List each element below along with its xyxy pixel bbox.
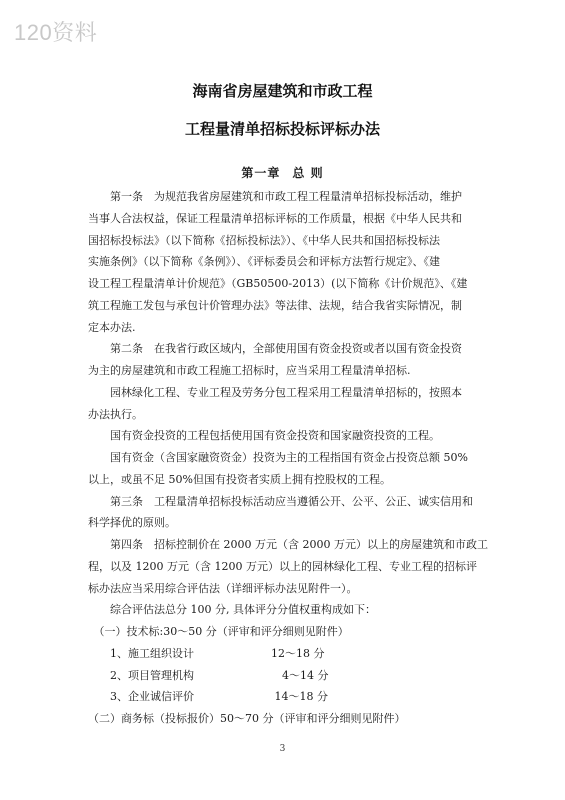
body-line: 综合评估法总分 100 分, 具体评分分值权重构成如下：	[88, 603, 376, 617]
document-title-line1: 海南省房屋建筑和市政工程	[192, 82, 373, 100]
body-line: 办法执行。	[88, 407, 143, 421]
body-line: 园林绿化工程、专业工程及劳务分包工程采用工程量清单招标的，按照本	[88, 385, 462, 399]
body-line: 筑工程施工发包与承包计价管理办法》等法律、法规，结合我省实际情况，制	[88, 298, 462, 312]
chapter-number: 第一章	[241, 166, 281, 180]
body-line: 以上，或虽不足 50%但国有投资者实质上拥有控股权的工程。	[88, 472, 391, 486]
body-line: 实施条例》（以下简称《条例》）、《评标委员会和评标方法暂行规定》、《建	[88, 255, 440, 269]
body-line: 第四条 招标控制价在 2000 万元（含 2000 万元）以上的房屋建筑和市政工	[88, 538, 488, 551]
body-line: 2、项目管理机构 4～14 分	[88, 668, 329, 682]
body-line: 第一条 为规范我省房屋建筑和市政工程工程量清单招标投标活动，维护	[88, 190, 462, 203]
body-line: 科学择优的原则。	[88, 516, 176, 530]
body-line: （一）技术标:30～50 分（评审和评分细则见附件）	[88, 625, 349, 638]
body-line: 国招标投标法》（以下简称《招标投标法》）、《中华人民共和国招标投标法	[88, 233, 440, 247]
document-title-line2: 工程量清单招标投标评标办法	[184, 120, 380, 138]
body-line: 标办法应当采用综合评估法（详细评标办法见附件一）。	[88, 581, 358, 595]
body-line: （二）商务标（投标报价）50～70 分（评审和评分细则见附件）	[88, 712, 406, 725]
body-line: 程，以及 1200 万元（含 1200 万元）以上的园林绿化工程、专业工程的招标评	[88, 559, 477, 573]
body-line: 3、企业诚信评价 14～18 分	[88, 690, 328, 704]
body-line: 设工程工程量清单计价规范》（GB50500-2013）(以下简称《计价规范》、《建	[88, 277, 468, 290]
body-line: 第三条 工程量清单招标投标活动应当遵循公开、公平、公正、诚实信用和	[88, 494, 473, 508]
chapter-heading	[0, 164, 565, 181]
body-line: 为主的房屋建筑和市政工程施工招标时，应当采用工程量清单招标.	[88, 364, 411, 377]
body-line: 第二条 在我省行政区域内，全部使用国有资金投资或者以国有资金投资	[88, 342, 462, 356]
body-line: 定本办法.	[88, 320, 136, 334]
body-line: 1、施工组织设计 12～18 分	[88, 646, 325, 660]
page-number: 3	[279, 744, 286, 754]
body-line: 国有资金（含国家融资资金）投资为主的工程指国有资金占投资总额 50%	[88, 451, 468, 464]
watermark-logo: 120资料	[14, 20, 98, 45]
body-line: 国有资金投资的工程包括使用国有资金投资和国家融资投资的工程。	[88, 429, 440, 443]
body-line: 当事人合法权益，保证工程量清单招标评标的工作质量，根据《中华人民共和	[88, 211, 462, 225]
chapter-name: 总 则	[292, 166, 324, 180]
